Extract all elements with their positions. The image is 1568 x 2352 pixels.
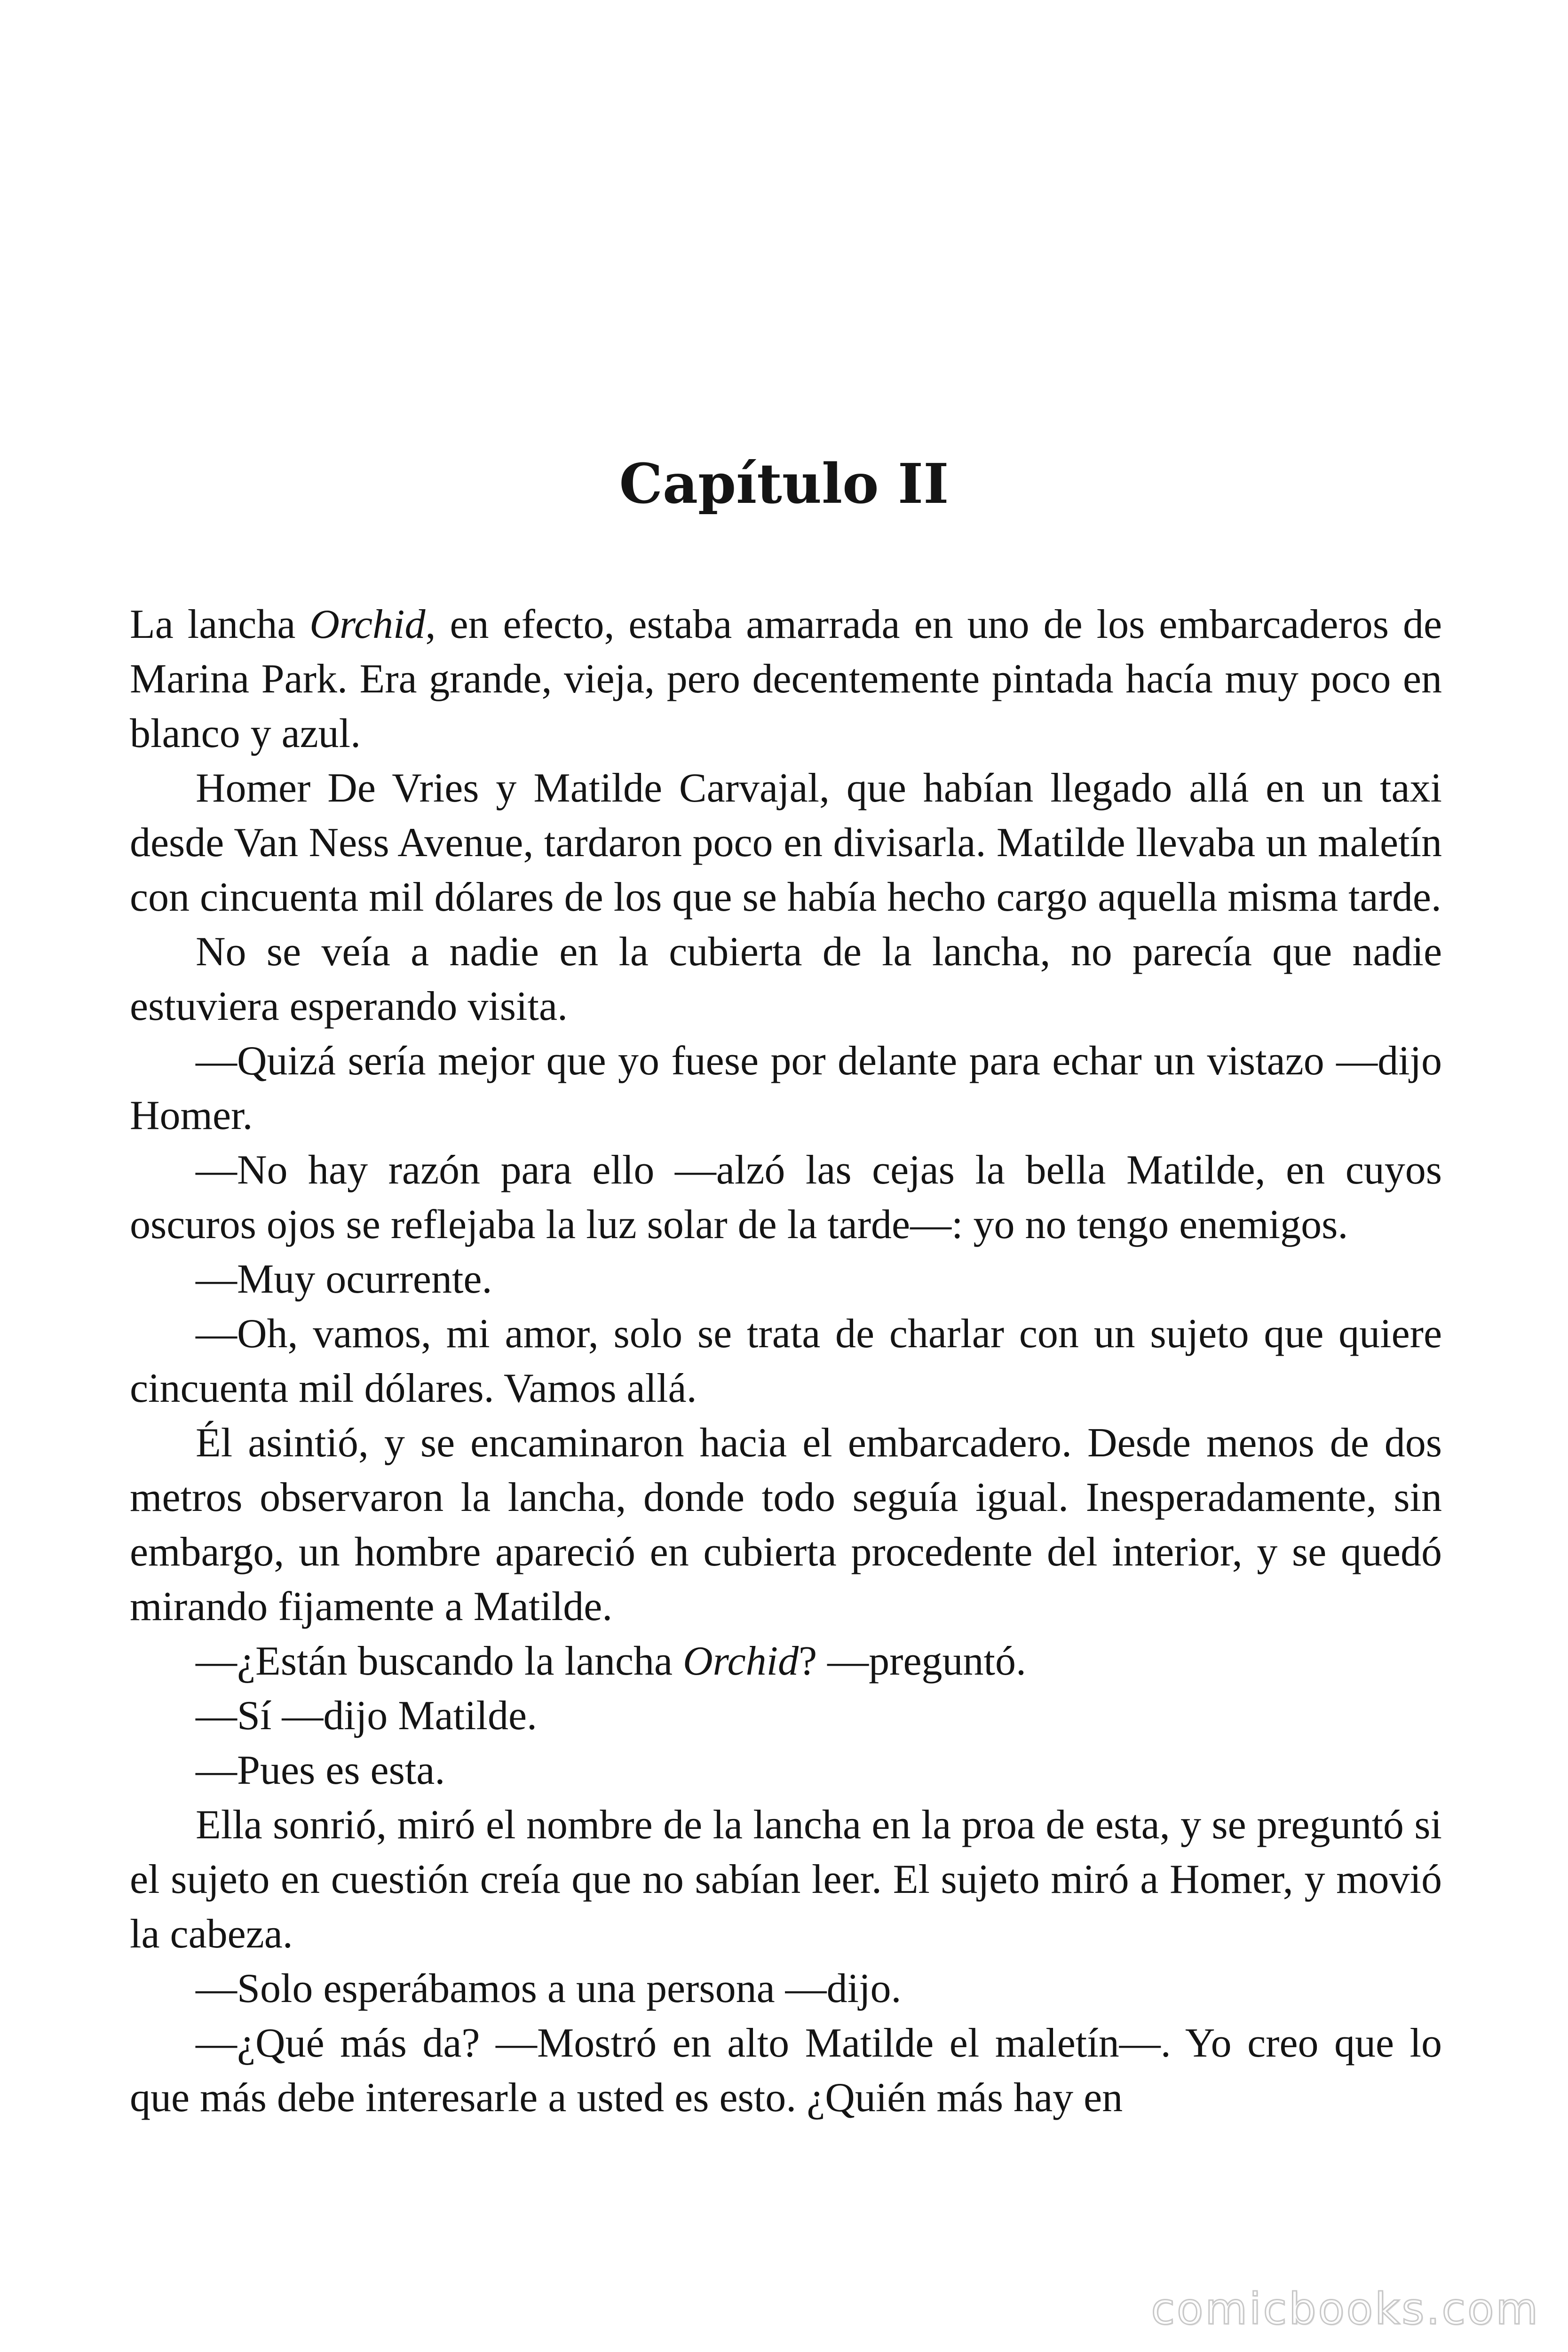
text-run: —Solo esperábamos a una persona —dijo. — [196, 1966, 902, 2011]
paragraph — [130, 1307, 1442, 1416]
text-run: —¿Están buscando la lancha — [196, 1638, 683, 1684]
paragraph — [130, 1798, 1442, 1962]
paragraph — [130, 1034, 1442, 1143]
paragraph — [130, 1689, 1442, 1743]
watermark: comicbooks.com — [1151, 2284, 1540, 2334]
text-run: La lancha — [130, 602, 310, 647]
paragraph — [130, 1252, 1442, 1307]
text-run: ? —preguntó. — [799, 1638, 1026, 1684]
text-run: —No hay razón para ello —alzó las cejas la bella Matilde, en cuyos oscuros ojos se reflejaba la luz solar de la tarde—: yo no tengo enemigos. — [130, 1147, 1442, 1248]
text-run: Homer De Vries y Matilde Carvajal, que habían llegado allá en un taxi desde Van Ness Avenue, tardaron poco en divisarla. Matilde llevaba un maletín con cincuenta mil dólares de los que se había hecho cargo aquella misma tarde. — [130, 765, 1442, 920]
chapter-body — [130, 597, 1442, 2125]
text-run: , en efecto, estaba amarrada en uno de los embarcaderos de Marina Park. Era grande, vieja, pero decentemente pintada hacía muy poco en blanco y azul. — [130, 602, 1442, 756]
text-run: No se veía a nadie en la cubierta de la lancha, no parecía que nadie estuviera esperando visita. — [130, 929, 1442, 1029]
paragraph — [130, 1143, 1442, 1252]
text-run: —Sí —dijo Matilde. — [196, 1693, 537, 1739]
text-run: Ella sonrió, miró el nombre de la lancha en la proa de esta, y se preguntó si el sujeto en cuestión creía que no sabían leer. El sujeto miró a Homer, y movió la cabeza. — [130, 1802, 1442, 1957]
text-run: Él asintió, y se encaminaron hacia el embarcadero. Desde menos de dos metros observaron la lancha, donde todo seguía igual. Inesperadamente, sin embargo, un hombre apareció en cubierta procedente del interior, y se quedó mirando fijamente a Matilde. — [130, 1420, 1442, 1629]
text-run: —Pues es esta. — [196, 1748, 445, 1793]
text-run: —¿Qué más da? —Mostró en alto Matilde el maletín—. Yo creo que lo que más debe interesarle a usted es esto. ¿Quién más hay en — [130, 2020, 1442, 2121]
paragraph — [130, 1634, 1442, 1689]
paragraph — [130, 1962, 1442, 2016]
paragraph — [130, 597, 1442, 761]
paragraph — [130, 925, 1442, 1034]
text-run: —Quizá sería mejor que yo fuese por delante para echar un vistazo —dijo Homer. — [130, 1038, 1442, 1138]
paragraph — [130, 2016, 1442, 2125]
paragraph — [130, 761, 1442, 925]
text-run: —Oh, vamos, mi amor, solo se trata de charlar con un sujeto que quiere cincuenta mil dólares. Vamos allá. — [130, 1311, 1442, 1411]
text-run: —Muy ocurrente. — [196, 1256, 492, 1302]
chapter-title: Capítulo II — [619, 452, 949, 516]
paragraph — [130, 1743, 1442, 1798]
italic-text: Orchid — [683, 1638, 799, 1684]
italic-text: Orchid — [309, 602, 426, 647]
paragraph — [130, 1416, 1442, 1634]
